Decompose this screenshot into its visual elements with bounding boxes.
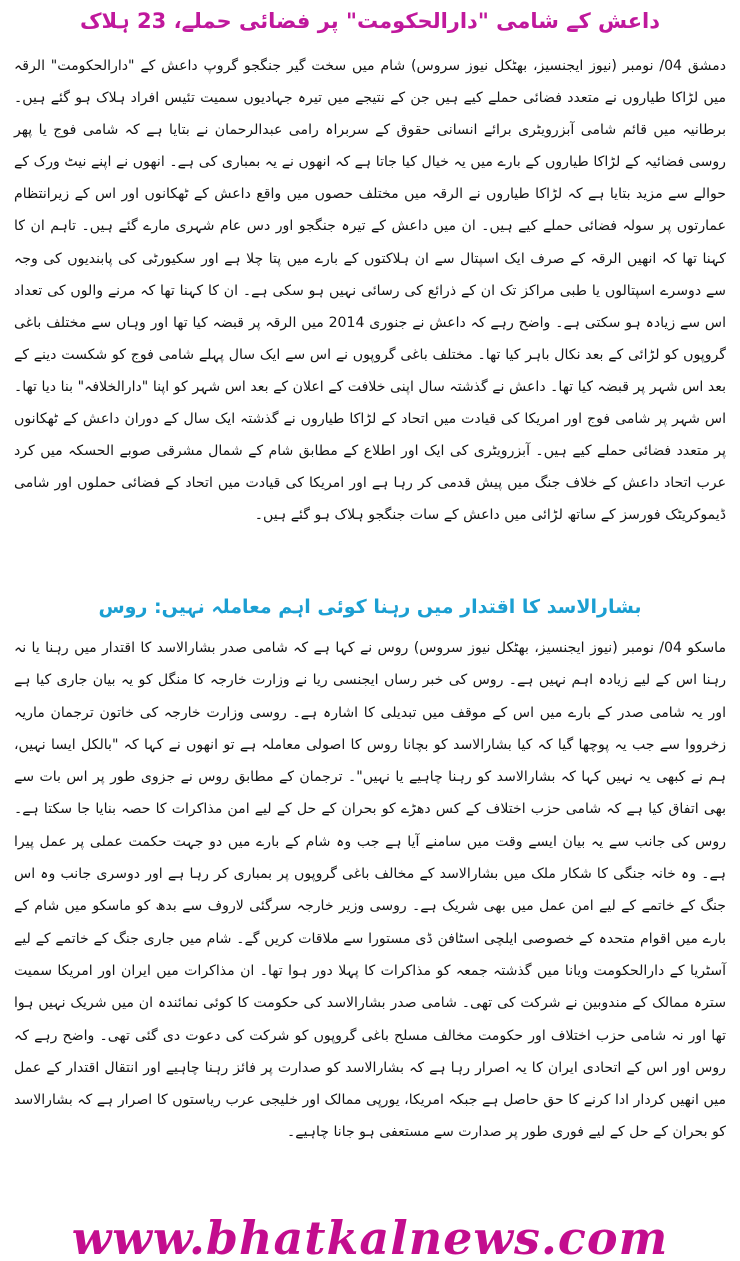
article-2-body: ماسکو 04/ نومبر (نیوز ایجنسیز، بھٹکل نیوز سروس) روس نے کہا ہے کہ شامی صدر بشارالاسد کا اقتدار میں رہنا یا نہ رہنا اس کے لیے زیادہ اہم نہیں ہے۔ روس کی خبر رساں ایجنسی ریا نے وزارت خارجہ کا منگل کو یہ بیان جاری کیا ہے اور یہ شامی صدر کے بارے میں اس کے موقف میں تبدیلی کا اشارہ ہے۔ روسی وزارت خارجہ کی خاتون ترجمان ماریہ زخرووا سے جب یہ پوچھا گیا کہ کیا بشارالاسد کو بچانا روس کا اصولی معاملہ ہے تو انھوں نے کہا کہ "بالکل ایسا نہیں، ہم نے کبھی یہ نہیں کہا کہ بشارالاسد کو رہنا چاہیے یا نہیں"۔ ترجمان کے مطابق روس نے جزوی طور پر اس بات سے بھی اتفاق کیا ہے کہ شامی حزب اختلاف کے کس دھڑے کو بحران کے حل کے لیے امن مذاکرات کا حصہ بنایا جا سکتا ہے۔ روس کی جانب سے یہ بیان ایسے وقت میں سامنے آیا ہے جب وہ شام کے بارے میں دو جہت حکمت عملی پر عمل پیرا ہے۔ وہ خانہ جنگی کا شکار ملک میں بشارالاسد کے مخالف باغی گروپوں پر بمباری کر رہا ہے اور دوسری جانب وہ اس جنگ کے خاتمے کے لیے امن عمل میں بھی شریک ہے۔ روسی وزیر خارجہ سرگئی لاروف سے بدھ کو ماسکو میں شام کے بارے میں اقوام متحدہ کے خصوصی ایلچی اسٹافن ڈی مستورا سے ملاقات کریں گے۔ شام میں جاری جنگ کے خاتمے کے لیے آسٹریا کے دارالحکومت ویانا میں گذشتہ جمعہ کو مذاکرات کا پہلا دور ہوا تھا۔ ان مذاکرات میں ایران اور امریکا سمیت سترہ ممالک کے مندوبین نے شرکت کی تھی۔ شامی صدر بشارالاسد کی حکومت کا کوئی نمائندہ ان میں شریک نہیں ہوا تھا اور نہ شامی حزب اختلاف اور حکومت مخالف مسلح باغی گروپوں کو شرکت کی دعوت دی گئی تھی۔ واضح رہے کہ روس اور اس کے اتحادی ایران کا یہ اصرار رہا ہے کہ بشارالاسد کو صدارت پر فائز رہنا چاہیے اور انتقال اقتدار کے عمل میں انھیں کردار ادا کرنے کا حق حاصل ہے جبکہ امریکا، یورپی ممالک اور خلیجی عرب ریاستوں کا اصرار ہے کہ بشارالاسد کو بحران کے حل کے لیے فوری طور پر صدارت سے مستعفی ہو جانا چاہیے۔	[14, 640, 726, 1141]
article-2-headline: بشارالاسد کا اقتدار میں رہنا کوئی اہم معاملہ نہیں: روس	[98, 596, 642, 618]
article-1-body: دمشق 04/ نومبر (نیوز ایجنسیز، بھٹکل نیوز سروس) شام میں سخت گیر جنگجو گروپ داعش کے "دارالحکومت" الرقہ میں لڑاکا طیاروں نے متعدد فضائی حملے کیے ہیں جن کے نتیجے میں تیرہ جہادیوں سمیت تئیس افراد ہلاک ہو گئے ہیں۔ برطانیہ میں قائم شامی آبزرویٹری برائے انسانی حقوق کے سربراہ رامی عبدالرحمان نے بتایا ہے کہ شامی فوج یا پھر روسی فضائیہ کے لڑاکا طیاروں کے بارے میں یہ خیال کیا جاتا ہے کہ انھوں نے یہ بمباری کی ہے۔ انھوں نے اپنے نیٹ ورک کے حوالے سے مزید بتایا ہے کہ لڑاکا طیاروں نے الرقہ میں مختلف حصوں میں واقع داعش کے ٹھکانوں اور اس کے زیرانتظام عمارتوں پر سولہ فضائی حملے کیے ہیں۔ ان میں داعش کے تیرہ جنگجو اور دس عام شہری مارے گئے ہیں۔ تاہم ان کا کہنا تھا کہ انھیں الرقہ کے صرف ایک اسپتال سے ان ہلاکتوں کے بارے میں پتا چلا ہے اور سکیورٹی کی پابندیوں کی وجہ سے دوسرے اسپتالوں یا طبی مراکز تک ان کے ذرائع کی رسائی نہیں ہو سکی ہے۔ ان کا کہنا تھا کہ مرنے والوں کی تعداد اس سے زیادہ ہو سکتی ہے۔ واضح رہے کہ داعش نے جنوری 2014 میں الرقہ پر قبضہ کیا تھا اور وہاں سے مختلف باغی گروپوں کو لڑائی کے بعد نکال باہر کیا تھا۔ مختلف باغی گروپوں نے اس سے ایک سال پہلے شامی فوج کو شکست دینے کے بعد اس شہر پر قبضہ کیا تھا۔ داعش نے گذشتہ سال اپنی خلافت کے اعلان کے بعد اس شہر کو اپنا "دارالخلافہ" بنا دیا تھا۔ اس شہر پر شامی فوج اور امریکا کی قیادت میں اتحاد کے لڑاکا طیاروں نے گذشتہ ایک سال کے دوران داعش کے ٹھکانوں پر متعدد فضائی حملے کیے ہیں۔ آبزرویٹری کی ایک اور اطلاع کے مطابق شام کے شمال مشرقی صوبے الحسکہ میں کرد عرب اتحاد داعش کے خلاف جنگ میں پیش قدمی کر رہا ہے اور امریکا کی قیادت میں اتحاد کے فضائی حملوں اور شامی ڈیموکریٹک فورسز کے ساتھ لڑائی میں داعش کے سات جنگجو ہلاک ہو گئے ہیں۔	[14, 58, 726, 524]
website-url-watermark: www.bhatkalnews.com	[71, 1216, 669, 1261]
article-1-headline: داعش کے شامی "دارالحکومت" پر فضائی حملے، 23 ہلاک	[79, 9, 661, 33]
